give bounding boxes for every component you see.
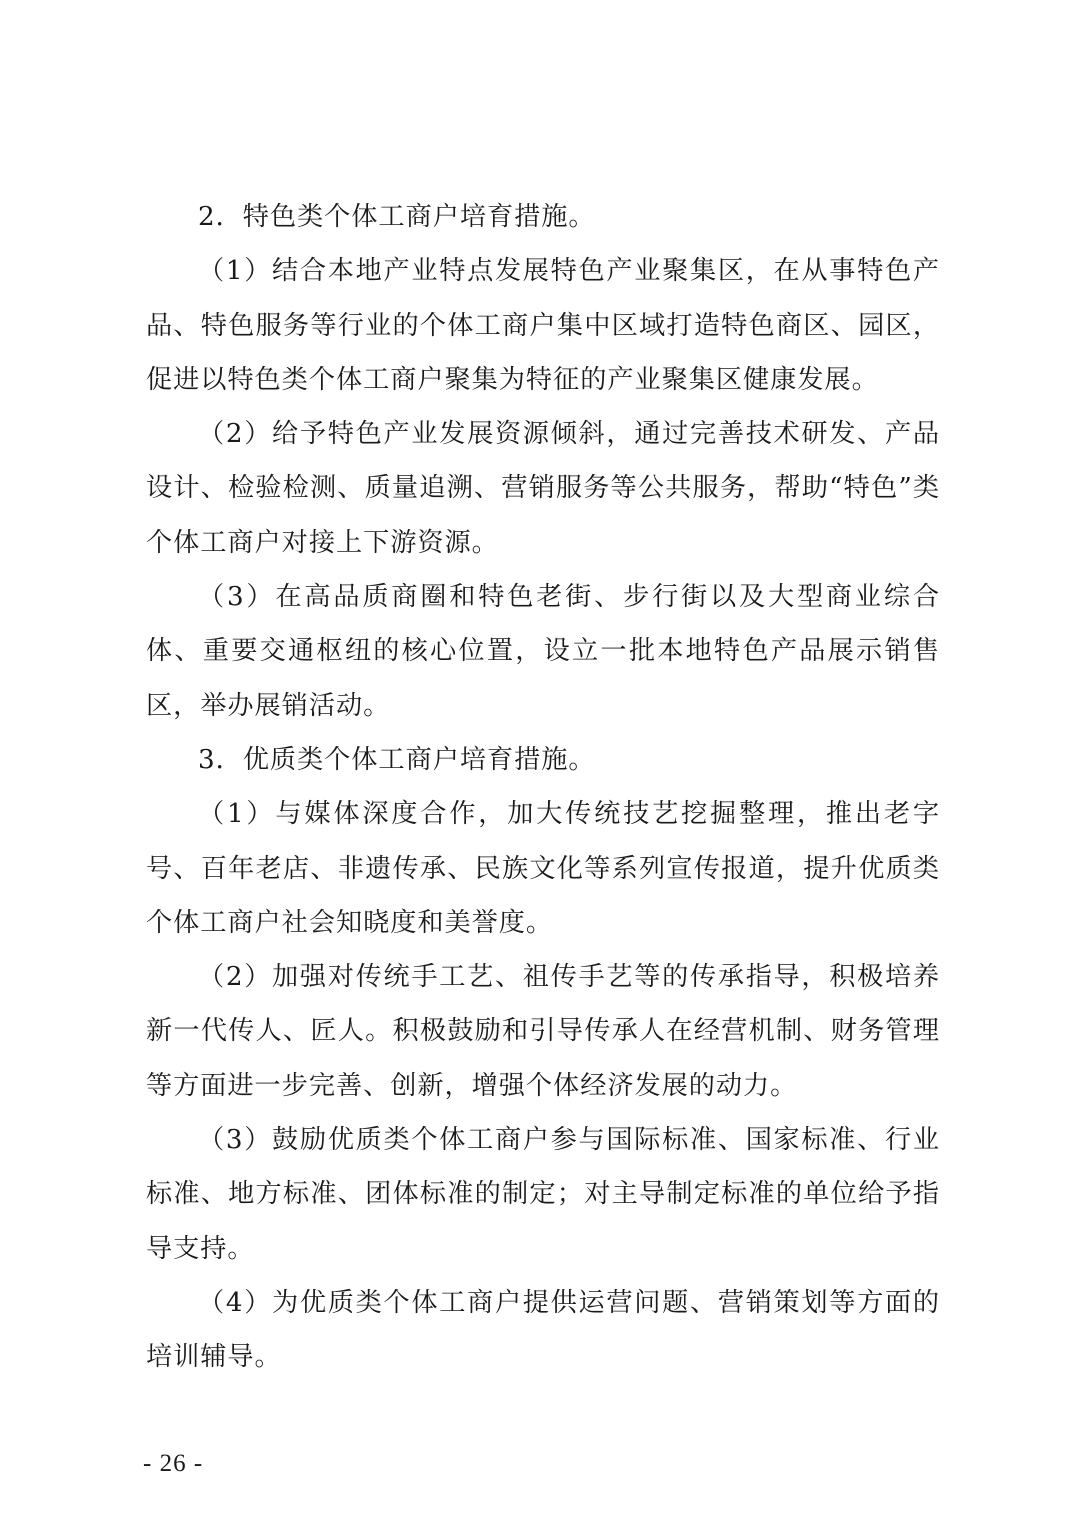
page-number: - 26 - — [143, 1450, 204, 1477]
paragraph-3-4: （4）为优质类个体工商户提供运营问题、营销策划等方面的培训辅导。 — [146, 1287, 940, 1373]
document-body — [146, 190, 940, 1385]
paragraph-2-1: （1）结合本地产业特点发展特色产业聚集区，在从事特色产品、特色服务等行业的个体工商户集中区域打造特色商区、园区，促进以特色类个体工商户聚集为特征的产业聚集区健康发展。 — [146, 256, 940, 395]
paragraph-2-2: （2）给予特色产业发展资源倾斜，通过完善技术研发、产品设计、检验检测、质量追溯、营销服务等公共服务，帮助“特色”类个体工商户对接上下游资源。 — [146, 419, 940, 558]
paragraph-3-2: （2）加强对传统手工艺、祖传手艺等的传承指导，积极培养新一代传人、匠人。积极鼓励和引导传承人在经营机制、财务管理等方面进一步完善、创新，增强个体经济发展的动力。 — [146, 962, 940, 1101]
paragraph-3-1: （1）与媒体深度合作，加大传统技艺挖掘整理，推出老字号、百年老店、非遗传承、民族文化等系列宣传报道，提升优质类个体工商户社会知晓度和美誉度。 — [146, 799, 940, 938]
paragraph-2-3: （3）在高品质商圈和特色老街、步行街以及大型商业综合体、重要交通枢纽的核心位置，设立一批本地特色产品展示销售区，举办展销活动。 — [146, 582, 940, 721]
paragraph-3-3: （3）鼓励优质类个体工商户参与国际标准、国家标准、行业标准、地方标准、团体标准的制定；对主导制定标准的单位给予指导支持。 — [146, 1125, 940, 1264]
section-heading-3: 3．优质类个体工商户培育措施。 — [198, 744, 596, 775]
section-heading-2: 2．特色类个体工商户培育措施。 — [198, 202, 596, 232]
